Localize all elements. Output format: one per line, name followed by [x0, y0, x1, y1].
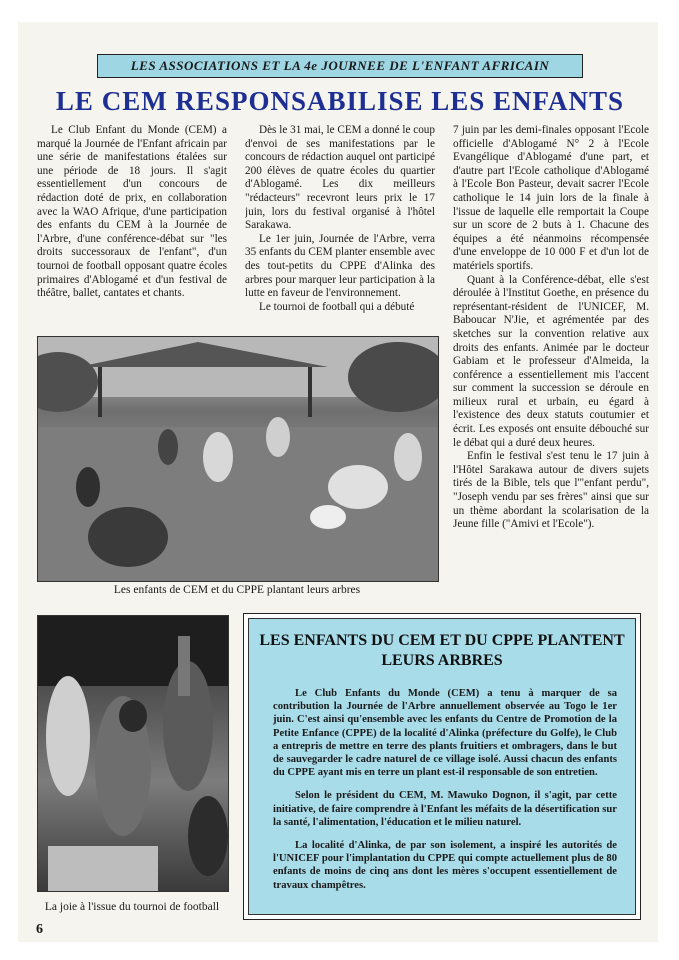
article-paragraph: Le tournoi de football qui a débuté	[259, 300, 415, 313]
article-column-2	[245, 124, 435, 329]
photo-caption: Les enfants de CEM et du CPPE plantant leurs arbres	[113, 584, 361, 596]
article-paragraph: Le 1er juin, Journée de l'Arbre, verra 35 enfants du CEM planter ensemble avec des tout-petits du CPPE d'Alinka des arbres pour marquer leur participation à la lutte en faveur de l'environnement.	[245, 232, 435, 300]
article-paragraph: Dès le 31 mai, le CEM a donné le coup d'envoi de ses manifestations par le concours de rédaction auquel ont participé 200 élèves de quatre écoles du quartier d'Ablogamé. Les dix meilleurs "rédacteurs" recevront leurs prix le 17 juin, lors du festival organisé à l'hôtel Sarakawa.	[245, 124, 435, 232]
page-number: 6	[36, 922, 43, 937]
photo-caption: La joie à l'issue du tournoi de football	[44, 901, 220, 913]
photo-football-joy-illustration	[38, 616, 228, 891]
article-paragraph: 7 juin par les demi-finales opposant l'Ecole officielle d'Ablogamé N° 2 à l'Ecole Evangélique d'Ablogamé d'une part, et d'autre part l'Ecole catholique d'Ablogamé à l'Ecole Bon Pasteur, devait sacrer l'Ecole catholique le 14 juin lors de la finale à l'issue de laquelle elle remportait la Coupe sur un score de 2 buts à 1. Chacune des équipes a été néanmoins récompensée d'une enveloppe de 10 000 F et d'un lot de matériels sportifs.	[453, 124, 649, 272]
article-column-1	[37, 124, 227, 329]
article-column-3	[453, 124, 649, 602]
article-paragraph: Quant à la Conférence-débat, elle s'est déroulée à l'Institut Goethe, en présence du représentant-résident de l'UNICEF, M. Baboucar N'Jie, et agrémentée par des sketches sur la convention relative aux droits des enfants. Animée par le docteur Gabiam et le professeur d'Almeida, la conférence a essentiellement mis l'accent sur comment la succession se déroule en milieux rural et urbain, eu égard à l'existence des deux statuts coutumier et écrit. Les exposés ont ensuite débouché sur le débat qui a duré deux heures.	[453, 273, 649, 449]
box-body	[249, 679, 635, 892]
box-paragraph: Le Club Enfants du Monde (CEM) a tenu à marquer de sa contribution la Journée de l'Arbre annuellement observée au Togo le 1er juin. C'est ainsi qu'ensemble avec les enfants du Centre de Promotion de la Petite Enfance (CPPE) de la localité d'Alinka (préfecture du Golfe), le Club a entrepris de mettre en terre des plants fruitiers et ombragers, dans le but de sauvegarder le cadre naturel de ce village isolé. Aussi chacun des enfants du CPPE ayant mis en terre un plant est-il responsable de son entretien.	[273, 688, 617, 779]
article-paragraph: Enfin le festival s'est tenu le 17 juin à l'Hôtel Sarakawa autour de divers sujets tirés de la Bible, tels que l'"enfant perdu", "Joseph vendu par ses frères" ainsi que sur un thème abordant la scolarisation de la Jeune fille ("Amivi et l'Ecole").	[453, 450, 649, 531]
headline: LE CEM RESPONSABILISE LES ENFANTS	[55, 86, 625, 116]
article-paragraph: Le Club Enfant du Monde (CEM) a marqué la Journée de l'Enfant africain par une série de manifestations étalées sur une période de 18 jours. Il s'agit essentiellement d'un concours de rédaction doté de prix, en collaboration avec la WAO Afrique, d'une participation des enfants du CEM à la Journée de l'Arbre, d'une conférence-débat sur "les droits successoraux de l'enfant", d'un tournoi de football opposant quatre écoles primaires d'Ablogamé et d'un festival de théâtre, ballet, cantates et chants.	[37, 124, 227, 300]
photo-tree-planting	[37, 336, 439, 582]
box-title: LES ENFANTS DU CEM ET DU CPPE PLANTENT LEURS ARBRES	[259, 632, 625, 669]
box-paragraph: Selon le président du CEM, M. Mawuko Dognon, il s'agit, par cette initiative, de faire comprendre à l'Enfant les méfaits de la désertification sur la santé, l'alimentation, l'éducation et le milieu naturel.	[273, 790, 617, 828]
box-paragraph: La localité d'Alinka, de par son isolement, a inspiré les autorités de l'UNICEF pour l'implantation du CPPE qui compte actuellement plus de 80 enfants de moins de cinq ans dont les mères s'occupent essentiellement de travaux champêtres.	[273, 840, 617, 891]
section-kicker: LES ASSOCIATIONS ET LA 4e JOURNEE DE L'ENFANT AFRICAIN	[97, 54, 583, 78]
sidebar-box-inner	[248, 618, 636, 915]
sidebar-box	[243, 613, 641, 920]
photo-football-joy	[37, 615, 229, 892]
photo-tree-planting-illustration	[38, 337, 438, 581]
